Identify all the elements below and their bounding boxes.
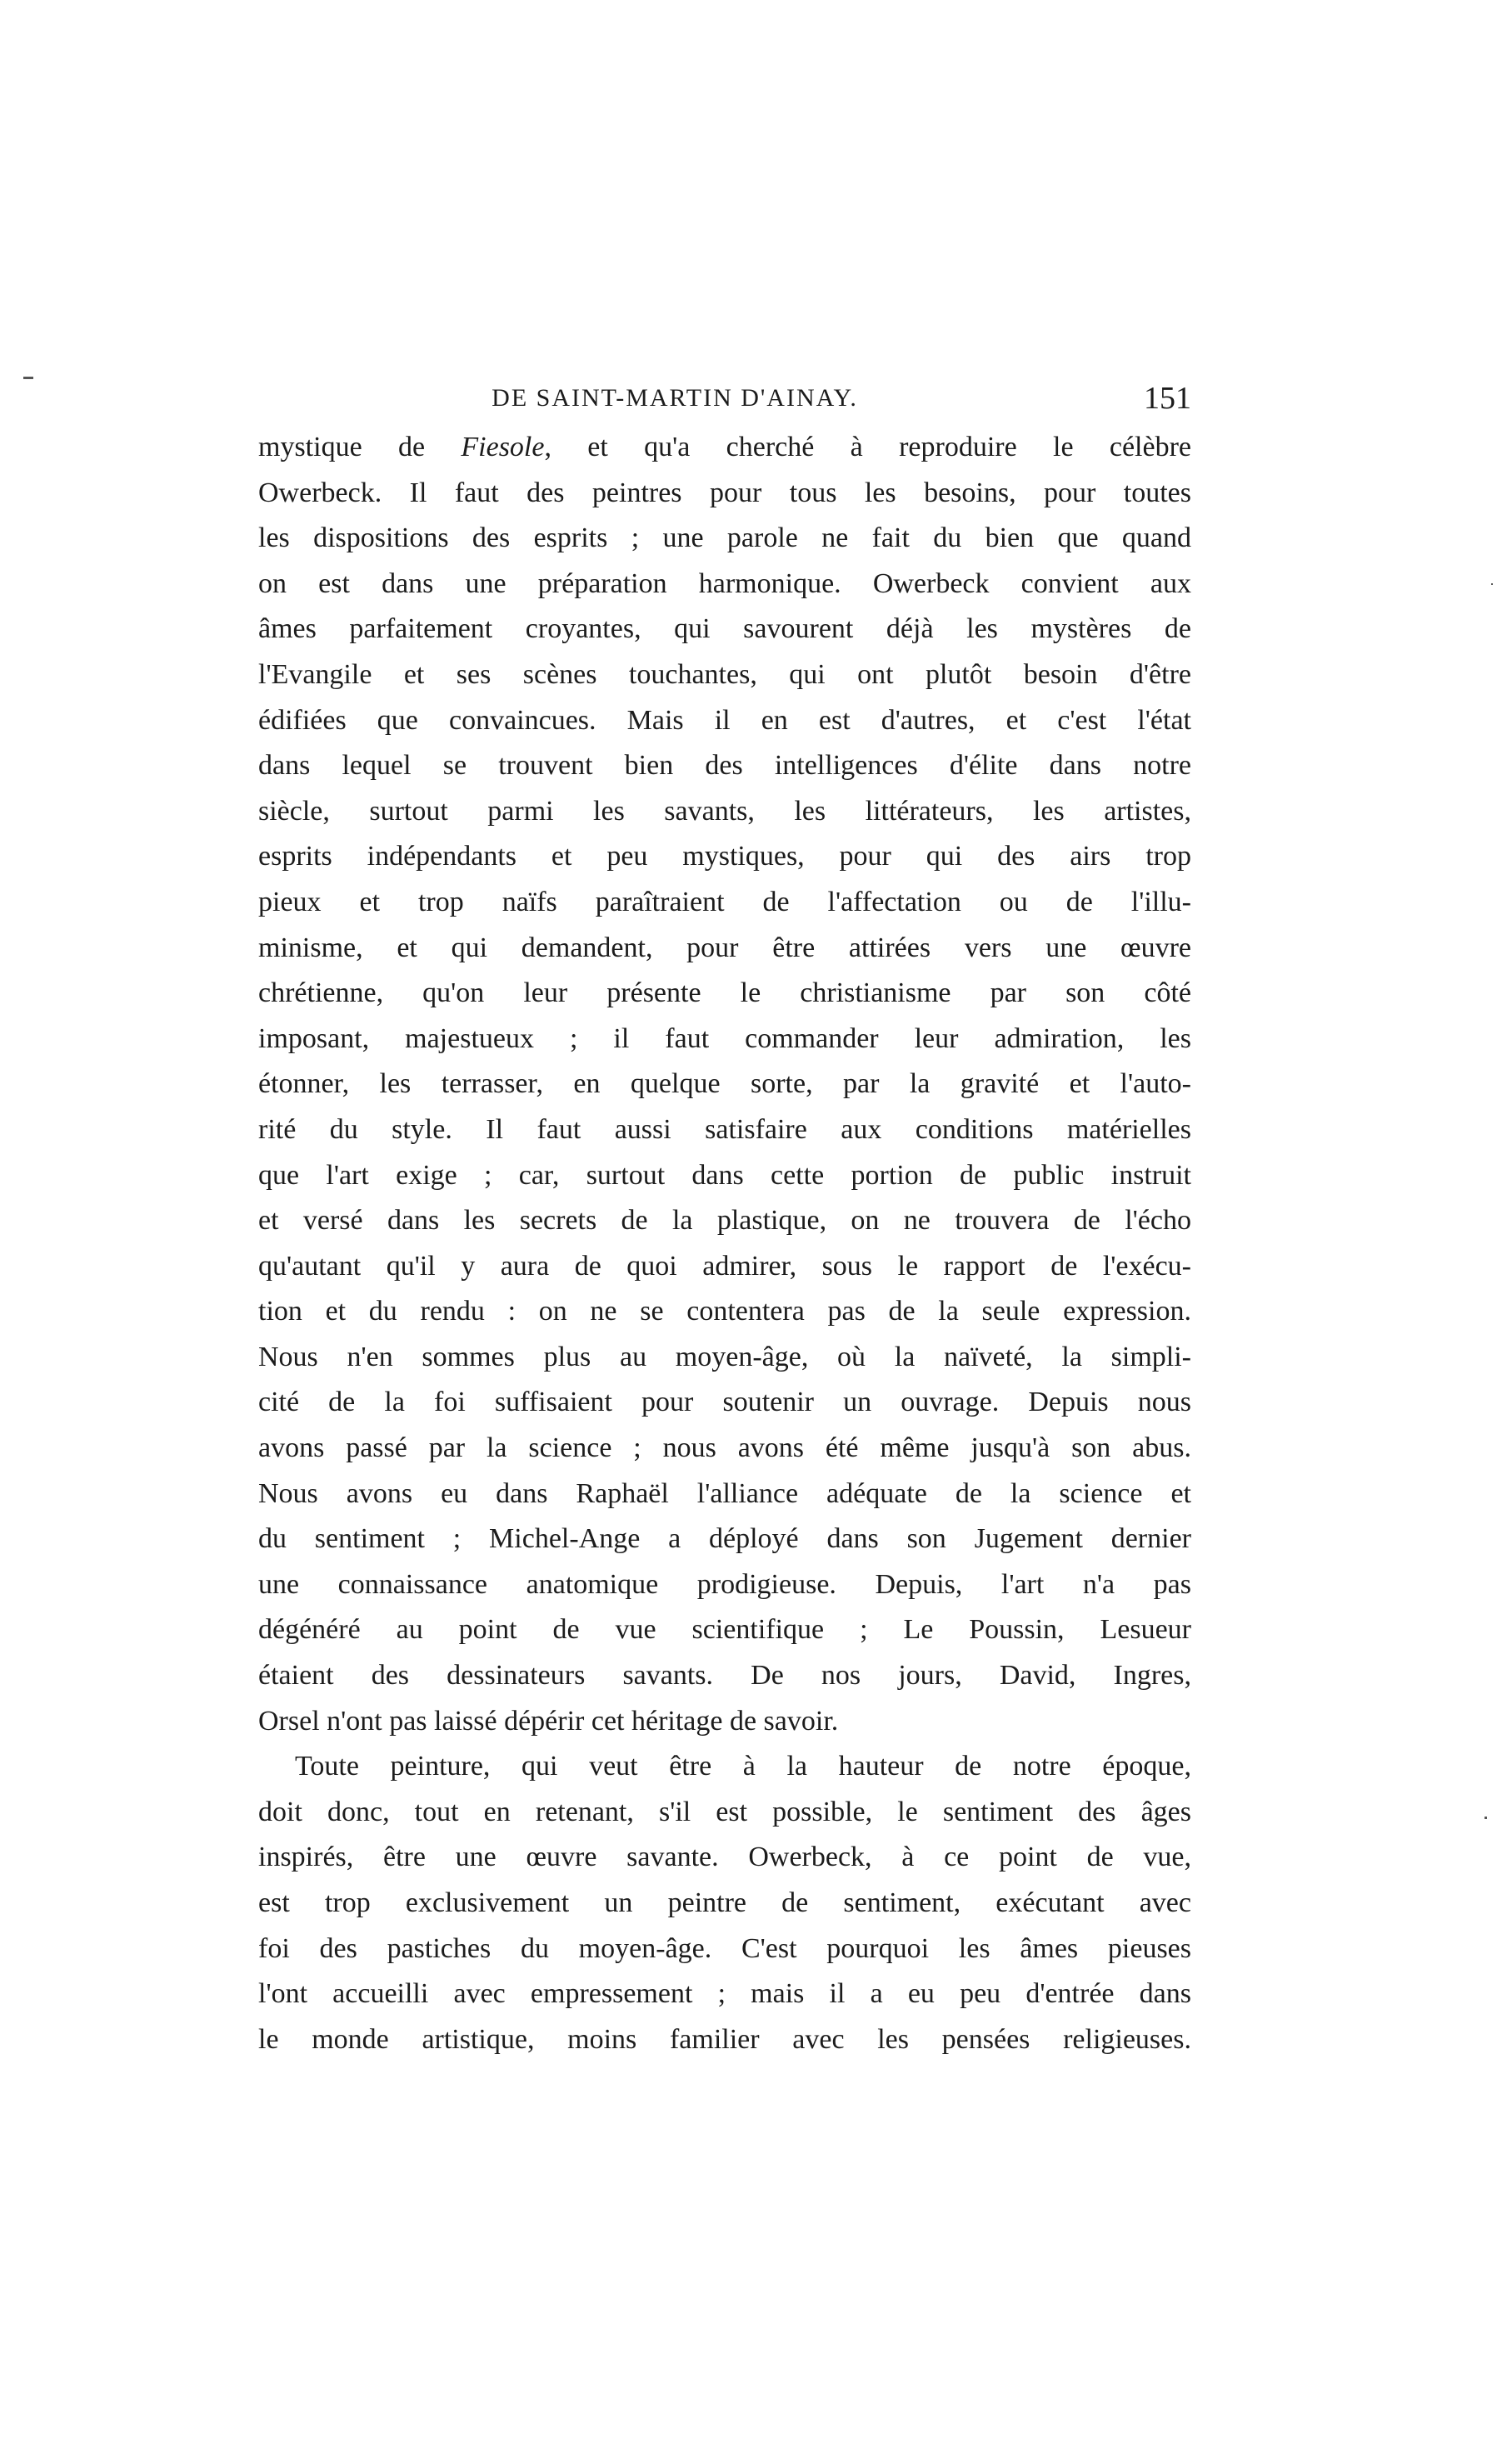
text-line: les dispositions des esprits ; une parole ne fait du bien que quand xyxy=(258,522,1191,554)
text-line: est trop exclusivement un peintre de sentiment, exécutant avec xyxy=(258,1887,1191,1918)
text-line: dégénéré au point de vue scientifique ; Le Poussin, Lesueur xyxy=(258,1614,1191,1646)
running-head xyxy=(258,373,1191,423)
text-line: une connaissance anatomique prodigieuse. Depuis, l'art n'a pas xyxy=(258,1568,1191,1600)
page-number: 151 xyxy=(1144,381,1191,416)
text-line: dans lequel se trouvent bien des intelligences d'élite dans notre xyxy=(258,750,1191,782)
text-line: l'ont accueilli avec empressement ; mais il a eu peu d'entrée dans xyxy=(258,1978,1191,2010)
text-line: foi des pastiches du moyen-âge. C'est pourquoi les âmes pieuses xyxy=(258,1932,1191,1964)
text-line: on est dans une préparation harmonique. Owerbeck convient aux xyxy=(258,567,1191,599)
text-line: mystique de Fiesole, et qu'a cherché à reproduire le célèbre xyxy=(258,432,1191,462)
text-line: édifiées que convaincues. Mais il en est d'autres, et c'est l'état xyxy=(258,704,1191,736)
text-line: le monde artistique, moins familier avec les pensées religieuses. xyxy=(258,2023,1191,2055)
text-line: rité du style. Il faut aussi satisfaire aux conditions matérielles xyxy=(258,1113,1191,1145)
text-line: doit donc, tout en retenant, s'il est possible, le sentiment des âges xyxy=(258,1796,1191,1827)
text-line: inspirés, être une œuvre savante. Owerbeck, à ce point de vue, xyxy=(258,1842,1191,1873)
italic-word: Fiesole xyxy=(461,432,545,462)
text-line: du sentiment ; Michel-Ange a déployé dans son Jugement dernier xyxy=(258,1523,1191,1555)
text-line: avons passé par la science ; nous avons été même jusqu'à son abus. xyxy=(258,1432,1191,1464)
text-line: Owerbeck. Il faut des peintres pour tous les besoins, pour toutes xyxy=(258,477,1191,508)
text-line: âmes parfaitement croyantes, qui savourent déjà les mystères de xyxy=(258,613,1191,645)
text-line: étonner, les terrasser, en quelque sorte, par la gravité et l'auto- xyxy=(258,1068,1191,1100)
text-line: Nous avons eu dans Raphaël l'alliance adéquate de la science et xyxy=(258,1477,1191,1509)
scan-speck xyxy=(1491,583,1493,585)
text-line: minisme, et qui demandent, pour être attirées vers une œuvre xyxy=(258,932,1191,963)
text-line: qu'autant qu'il y aura de quoi admirer, sous le rapport de l'exécu- xyxy=(258,1250,1191,1282)
paragraph-start-line: Toute peinture, qui veut être à la hauteur de notre époque, xyxy=(295,1751,1191,1782)
text-line: que l'art exige ; car, surtout dans cette portion de public instruit xyxy=(258,1159,1191,1191)
scan-speck xyxy=(23,377,33,379)
running-title: DE SAINT-MARTIN D'AINAY. xyxy=(492,384,858,412)
scan-speck xyxy=(1485,1817,1487,1819)
text-line: cité de la foi suffisaient pour soutenir un ouvrage. Depuis nous xyxy=(258,1387,1191,1418)
body-text xyxy=(258,425,1191,2062)
text-line: tion et du rendu : on ne se contentera pas de la seule expression. xyxy=(258,1296,1191,1327)
text-line: Orsel n'ont pas laissé dépérir cet héritage de savoir. xyxy=(258,1705,839,1737)
text-line: esprits indépendants et peu mystiques, pour qui des airs trop xyxy=(258,841,1191,872)
text-line: Nous n'en sommes plus au moyen-âge, où la naïveté, la simpli- xyxy=(258,1341,1191,1372)
text-line: et versé dans les secrets de la plastique, on ne trouvera de l'écho xyxy=(258,1205,1191,1237)
text-line: siècle, surtout parmi les savants, les littérateurs, les artistes, xyxy=(258,795,1191,827)
text-line: étaient des dessinateurs savants. De nos jours, David, Ingres, xyxy=(258,1660,1191,1692)
text-line: imposant, majestueux ; il faut commander leur admiration, les xyxy=(258,1022,1191,1054)
text-line: l'Evangile et ses scènes touchantes, qui ont plutôt besoin d'être xyxy=(258,658,1191,690)
text-line: pieux et trop naïfs paraîtraient de l'affectation ou de l'illu- xyxy=(258,886,1191,917)
text-line: chrétienne, qu'on leur présente le christianisme par son côté xyxy=(258,977,1191,1009)
